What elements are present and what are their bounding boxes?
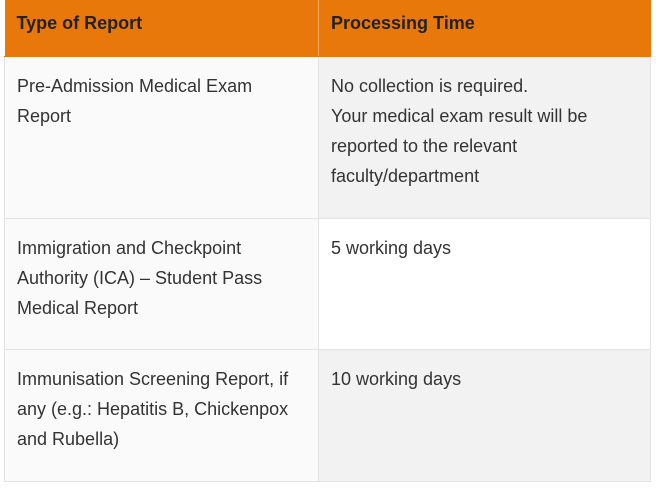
report-type-cell: Immigration and Checkpoint Authority (ICA) – Student Pass Medical Report	[5, 218, 319, 349]
processing-time-line: Your medical exam result will be reported to the relevant faculty/department	[331, 105, 588, 186]
table-body	[5, 56, 651, 481]
processing-time-cell	[319, 218, 651, 349]
table-row	[5, 218, 651, 349]
header-row	[5, 0, 651, 56]
table-header	[5, 0, 651, 56]
report-processing-table	[4, 0, 651, 482]
processing-time-cell	[319, 349, 651, 481]
table-row	[5, 349, 651, 481]
report-type-cell: Pre-Admission Medical Exam Report	[5, 56, 319, 218]
processing-time-cell	[319, 56, 651, 218]
processing-time-line: No collection is required.	[331, 75, 529, 96]
header-type-of-report: Type of Report	[5, 0, 319, 56]
processing-time-line: 10 working days	[331, 368, 462, 389]
report-type-cell: Immunisation Screening Report, if any (e.g.: Hepatitis B, Chickenpox and Rubella)	[5, 349, 319, 481]
header-processing-time: Processing Time	[319, 0, 651, 56]
table-row	[5, 56, 651, 218]
processing-time-line: 5 working days	[331, 237, 452, 258]
